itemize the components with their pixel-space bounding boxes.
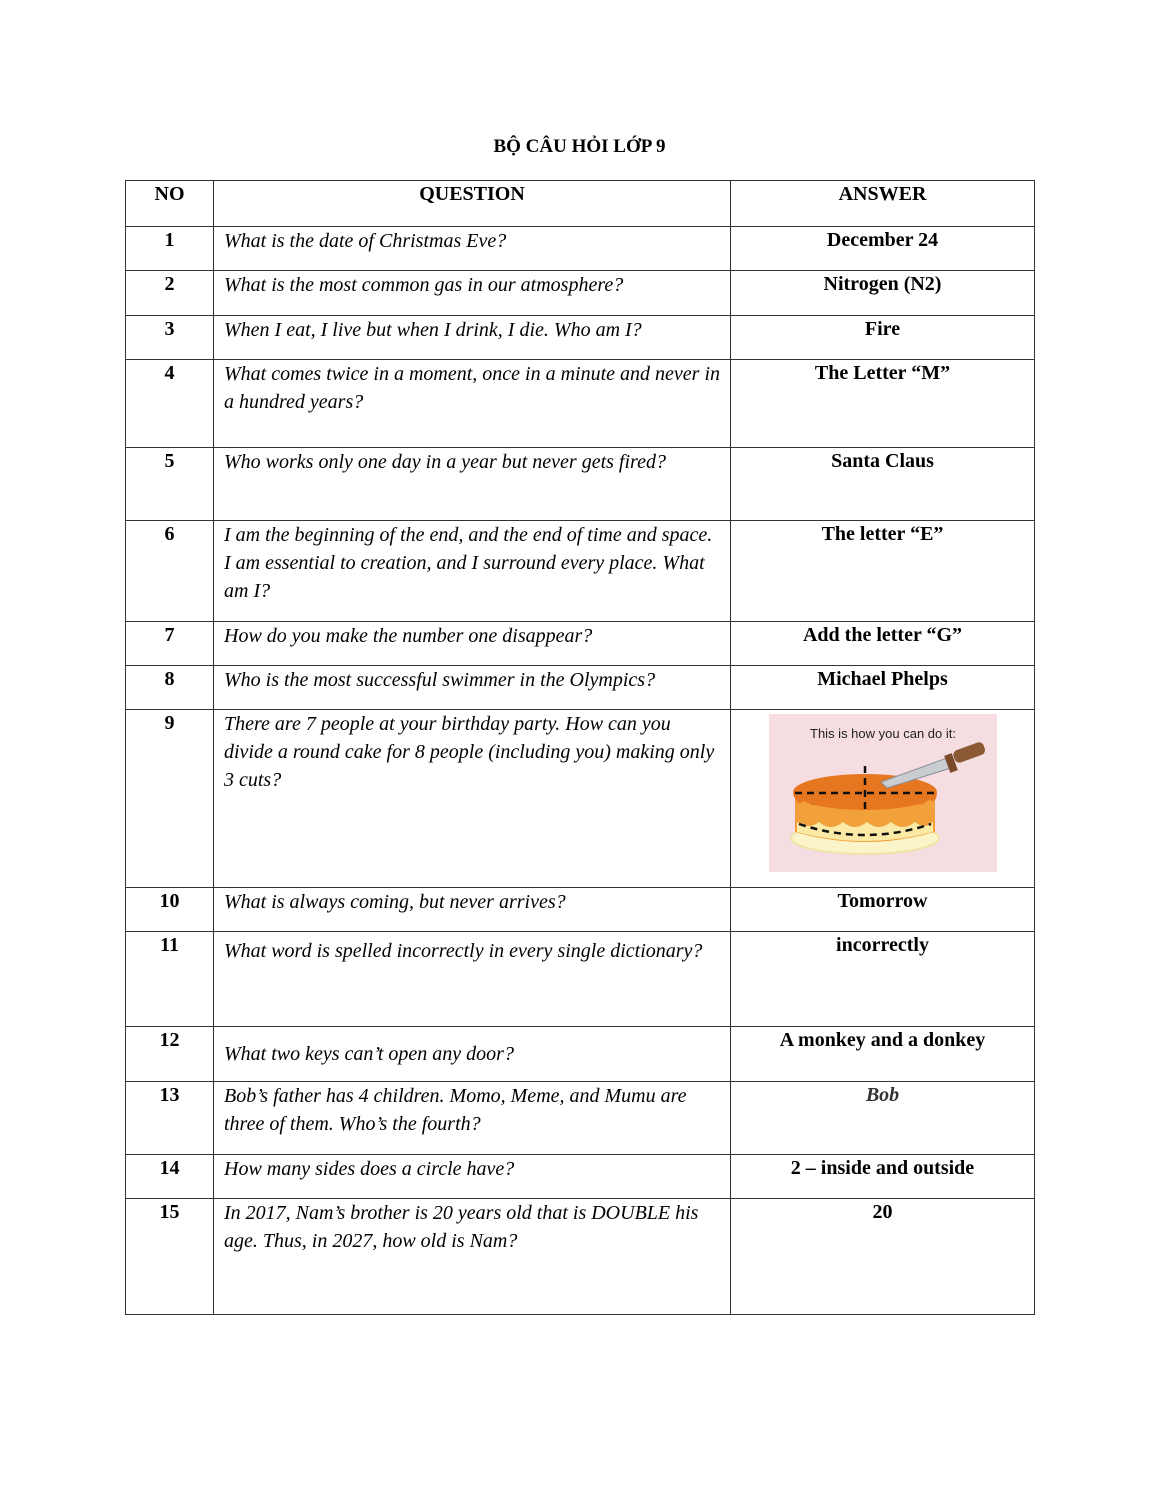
answer-text: Add the letter “G” (731, 622, 1035, 666)
table-row (126, 1027, 1035, 1082)
answer-text: The letter “E” (731, 521, 1035, 622)
row-number: 15 (126, 1199, 214, 1315)
table-row (126, 271, 1035, 316)
question-text: What is the most common gas in our atmosphere? (214, 271, 731, 316)
answer-text: The Letter “M” (731, 360, 1035, 448)
question-text: What is the date of Christmas Eve? (214, 227, 731, 271)
table-row (126, 227, 1035, 271)
question-text: When I eat, I live but when I drink, I die. Who am I? (214, 316, 731, 360)
answer-text: Nitrogen (N2) (731, 271, 1035, 316)
row-number: 5 (126, 448, 214, 521)
table-row (126, 316, 1035, 360)
cake-cutting-illustration (769, 714, 997, 872)
answer-text: December 24 (731, 227, 1035, 271)
row-number: 10 (126, 888, 214, 932)
question-text: What word is spelled incorrectly in every single dictionary? (214, 932, 731, 1027)
question-text: How many sides does a circle have? (214, 1155, 731, 1199)
row-number: 1 (126, 227, 214, 271)
row-number: 13 (126, 1082, 214, 1155)
row-number: 4 (126, 360, 214, 448)
table-row (126, 888, 1035, 932)
question-text: In 2017, Nam’s brother is 20 years old that is DOUBLE his age. Thus, in 2027, how old is Nam? (214, 1199, 731, 1315)
quiz-table (125, 180, 1035, 1315)
table-row (126, 448, 1035, 521)
question-text: I am the beginning of the end, and the end of time and space. I am essential to creation, and I surround every place. What am I? (214, 521, 731, 622)
answer-text: Michael Phelps (731, 666, 1035, 710)
row-number: 9 (126, 710, 214, 888)
row-number: 12 (126, 1027, 214, 1082)
question-text: Bob’s father has 4 children. Momo, Meme, and Mumu are three of them. Who’s the fourth? (214, 1082, 731, 1155)
question-text: There are 7 people at your birthday party. How can you divide a round cake for 8 people (including you) making only 3 cuts? (214, 710, 731, 888)
row-number: 14 (126, 1155, 214, 1199)
table-row (126, 521, 1035, 622)
table-row (126, 710, 1035, 888)
row-number: 11 (126, 932, 214, 1027)
table-row (126, 666, 1035, 710)
question-text: What is always coming, but never arrives? (214, 888, 731, 932)
row-number: 2 (126, 271, 214, 316)
table-row (126, 360, 1035, 448)
question-text: Who is the most successful swimmer in the Olympics? (214, 666, 731, 710)
question-text: Who works only one day in a year but never gets fired? (214, 448, 731, 521)
table-row (126, 932, 1035, 1027)
answer-text: incorrectly (731, 932, 1035, 1027)
table-header-row (126, 181, 1035, 227)
header-no: NO (126, 181, 214, 227)
answer-text: Tomorrow (731, 888, 1035, 932)
table-row (126, 622, 1035, 666)
header-answer: ANSWER (731, 181, 1035, 227)
table-row (126, 1082, 1035, 1155)
answer-text: Fire (731, 316, 1035, 360)
answer-text: 20 (731, 1199, 1035, 1315)
page-title: BỘ CÂU HỎI LỚP 9 (493, 136, 666, 157)
table-row (126, 1199, 1035, 1315)
table-row (126, 1155, 1035, 1199)
answer-text: Santa Claus (731, 448, 1035, 521)
answer-text: Bob (731, 1082, 1035, 1155)
header-question: QUESTION (214, 181, 731, 227)
answer-image-cell (731, 710, 1035, 888)
answer-text: A monkey and a donkey (731, 1027, 1035, 1082)
question-text: What two keys can’t open any door? (214, 1027, 731, 1082)
question-text: What comes twice in a moment, once in a minute and never in a hundred years? (214, 360, 731, 448)
question-text: How do you make the number one disappear? (214, 622, 731, 666)
cake-caption: This is how you can do it: (809, 726, 956, 741)
row-number: 7 (126, 622, 214, 666)
answer-text: 2 – inside and outside (731, 1155, 1035, 1199)
row-number: 3 (126, 316, 214, 360)
row-number: 6 (126, 521, 214, 622)
row-number: 8 (126, 666, 214, 710)
